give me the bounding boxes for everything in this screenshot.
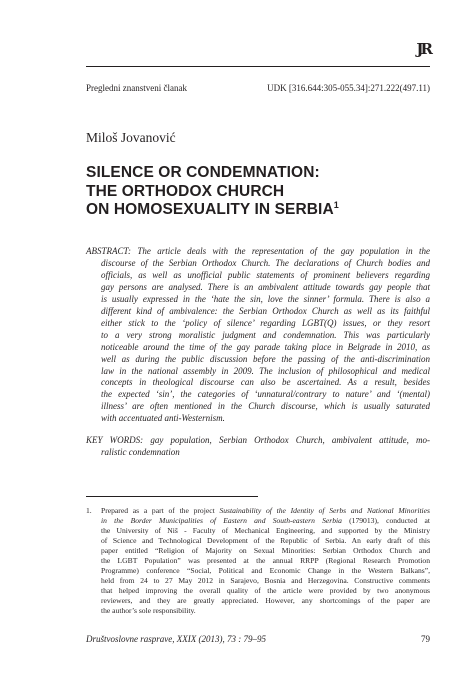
abstract-line: officials, as well as unofficial public statements of prominent believers regarding bbox=[101, 269, 430, 280]
footnote-rule bbox=[86, 496, 258, 497]
abstract-line: ABSTRACT: The article deals with the representation of the gay population in the bbox=[86, 246, 430, 256]
udk-code: UDK [316.644:305-055.34]:271.222(497.11) bbox=[267, 83, 430, 93]
abstract-line: is usually expressed in the ‘hate the sin, love the sinner’ formula. There is also a bbox=[101, 293, 430, 304]
footnote-line: reviewers, and they are greatly appreciated. However, any shortcomings of the paper are bbox=[101, 596, 430, 606]
project-title-cont: in the Border Municipalities of Eastern and South-eastern Serbia bbox=[101, 516, 342, 526]
abstract-line: law in the national assembly in 2009. The inclusion of philosophical and medical bbox=[101, 365, 430, 376]
abstract-line: illness’ are often mentioned in the Church discourse, which is usually saturated bbox=[101, 401, 430, 412]
title-line: THE ORTHODOX CHURCH bbox=[86, 182, 285, 200]
article-title bbox=[86, 164, 430, 220]
footnote bbox=[86, 506, 430, 617]
title-line: SILENCE OR CONDEMNATION: bbox=[86, 164, 320, 181]
abstract-line: the expected ‘sin’, the categories of ‘unnatural/contrary to nature’ and ‘(mental) bbox=[101, 389, 430, 400]
footnote-line: held from 24 to 27 May 2012 in Sarajevo, Bosnia and Herzegovina. Constructive comments bbox=[101, 576, 430, 586]
abstract-line: different kind of ambivalence: the Serbian Orthodox Church as well as its faithful bbox=[101, 305, 430, 316]
title-footnote-mark: 1 bbox=[333, 200, 339, 210]
page-number: 79 bbox=[421, 634, 430, 644]
abstract-line: gay persons are analysed. There is an ambivalent attitude towards gay people that bbox=[101, 281, 430, 292]
title-line bbox=[86, 201, 430, 220]
footnote-line bbox=[86, 506, 430, 516]
footnote-line bbox=[86, 516, 430, 526]
abstract-line: noticeable around the time of the gay parade taking place in Belgrade in 2010, as bbox=[101, 341, 430, 352]
article-type: Pregledni znanstveni članak bbox=[86, 83, 187, 93]
footnote-line: of Science and Technological Development of the Republic of Serbia. An early draft of this bbox=[101, 536, 430, 546]
footnote-text: Prepared as a part of the project bbox=[101, 506, 220, 515]
footnote-line: the LGBT Population” was presented at the annual RRPP (Regional Research Promotion bbox=[101, 556, 430, 566]
journal-logo: ЈR bbox=[416, 40, 430, 58]
abstract bbox=[86, 246, 430, 425]
abstract-line: to a very strong moralistic judgment and condemnation. This was particularly bbox=[101, 329, 430, 340]
abstract-line: discourse of the Serbian Orthodox Church. The declarations of Church bodies and bbox=[101, 257, 430, 268]
footnote-line: the University of Niš - Faculty of Mechanical Engineering, and supported by the Ministry bbox=[101, 526, 430, 536]
abstract-line: concepts in theological discourse can also be ascertained. As a result, besides bbox=[101, 377, 430, 388]
footnote-text: (179013), conducted at bbox=[341, 516, 430, 526]
footnote-number: 1. bbox=[86, 506, 92, 515]
footnote-line: paper entitled “Religion of Majority on Sexual Minorities: Serbian Orthodox Church and bbox=[101, 546, 430, 556]
footnote-line: Programme) conference “Social, Political and Economic Change in the Western Balkans”, bbox=[101, 566, 430, 576]
header-rule bbox=[86, 66, 430, 67]
footnote-line: the author’s sole responsibility. bbox=[101, 606, 196, 616]
keywords-line: ralistic condemnation bbox=[101, 446, 180, 457]
keywords bbox=[86, 435, 430, 459]
keywords-line: KEY WORDS: gay population, Serbian Orthodox Church, ambivalent attitude, mo- bbox=[86, 435, 430, 445]
author-name: Miloš Jovanović bbox=[86, 130, 176, 145]
journal-citation: Društvoslovne rasprave, XXIX (2013), 73 : 79–95 bbox=[86, 634, 266, 644]
abstract-line: well as during the public discussion before the passing of the anti-discrimination bbox=[101, 353, 430, 364]
title-line-text: ON HOMOSEXUALITY IN SERBIA bbox=[86, 201, 334, 218]
abstract-line: with accentuated anti-Westernism. bbox=[101, 413, 225, 424]
project-title: Sustainability of the Identity of Serbs and National Minorities bbox=[219, 506, 430, 515]
footnote-line: that helped improving the overall quality of the article were provided by two anonymous bbox=[101, 586, 430, 596]
abstract-line: either stick to the ‘policy of silence’ regarding LGBT(Q) issues, or they resort bbox=[101, 317, 430, 328]
